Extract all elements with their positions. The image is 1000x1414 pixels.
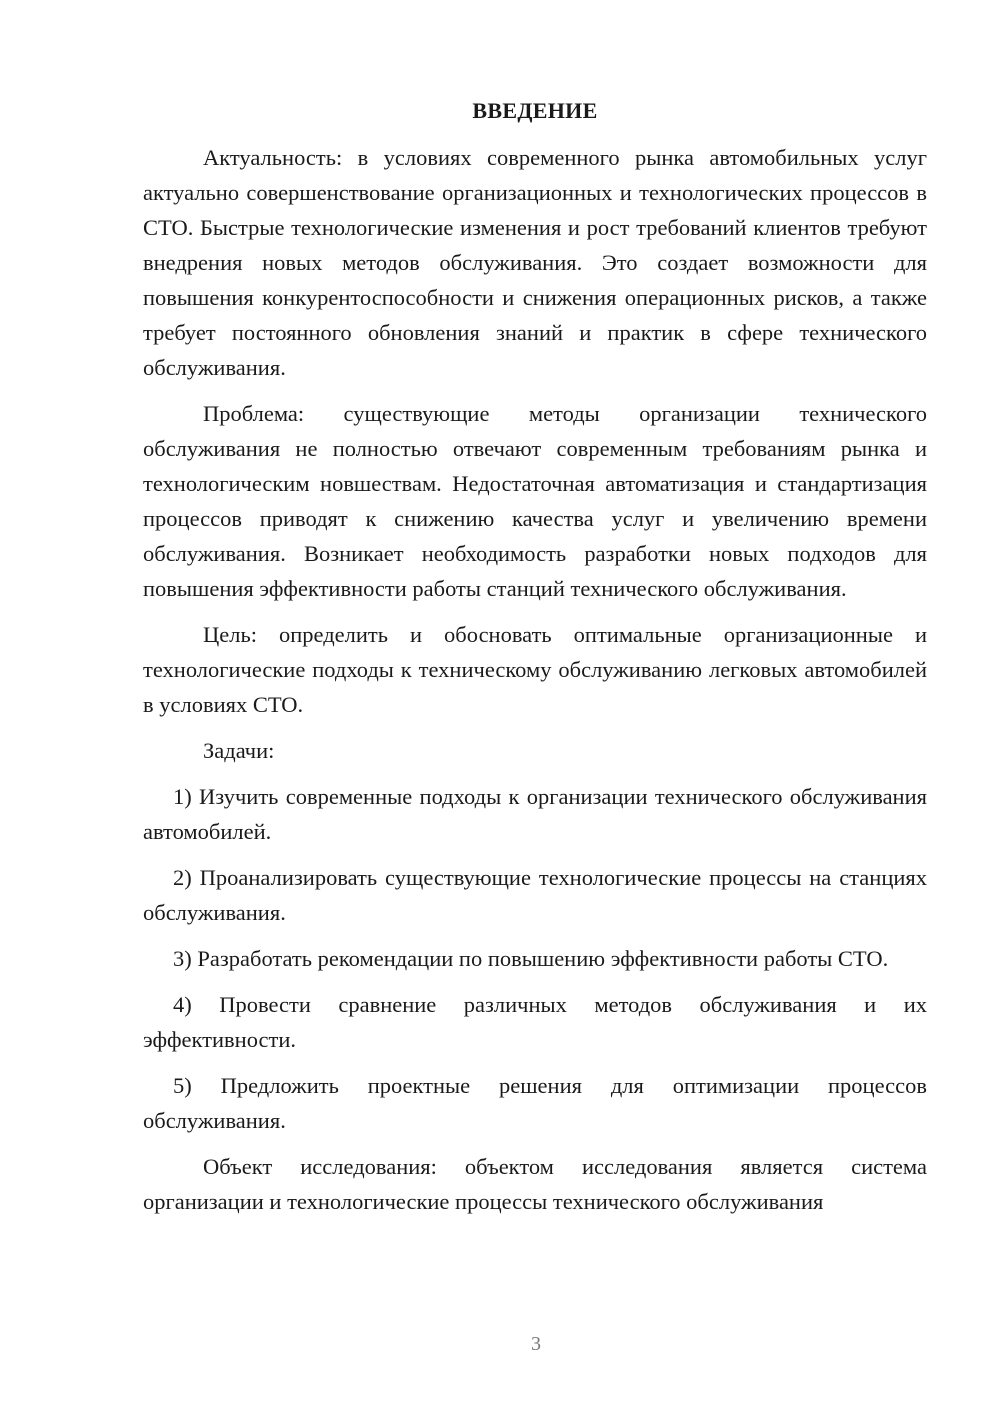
tasks-label: Задачи:: [203, 738, 275, 763]
task-item: 1) Изучить современные подходы к организации технического обслуживания автомобилей.: [143, 784, 927, 844]
relevance-paragraph: Актуальность: в условиях современного рынка автомобильных услуг актуально совершенствование организационных и технологических процессов в СТО. Быстрые технологические изменения и рост требований клиентов требуют внедрения новых методов обслуживания. Это создает возможности для повышения конкурентоспособности и снижения операционных рисков, а также требует постоянного обновления знаний и практик в сфере технического обслуживания.: [143, 145, 927, 380]
problem-paragraph: Проблема: существующие методы организации технического обслуживания не полностью отвечают современным требованиям рынка и технологическим новшествам. Недостаточная автоматизация и стандартизация процессов приводят к снижению качества услуг и увеличению времени обслуживания. Возникает необходимость разработки новых подходов для повышения эффективности работы станций технического обслуживания.: [143, 401, 927, 601]
task-item: 3) Разработать рекомендации по повышению эффективности работы СТО.: [173, 946, 889, 971]
task-item: 4) Провести сравнение различных методов обслуживания и их эффективности.: [143, 992, 927, 1052]
goal-paragraph: Цель: определить и обосновать оптимальные организационные и технологические подходы к техническому обслуживанию легковых автомобилей в условиях СТО.: [143, 622, 927, 717]
object-paragraph: Объект исследования: объектом исследования является система организации и технологические процессы технического обслуживания: [143, 1154, 927, 1214]
task-item: 2) Проанализировать существующие технологические процессы на станциях обслуживания.: [143, 865, 927, 925]
task-item: 5) Предложить проектные решения для оптимизации процессов обслуживания.: [143, 1073, 927, 1133]
section-heading: ВВЕДЕНИЕ: [472, 98, 598, 123]
page-number: 3: [531, 1333, 541, 1355]
page-content: [143, 93, 927, 1230]
